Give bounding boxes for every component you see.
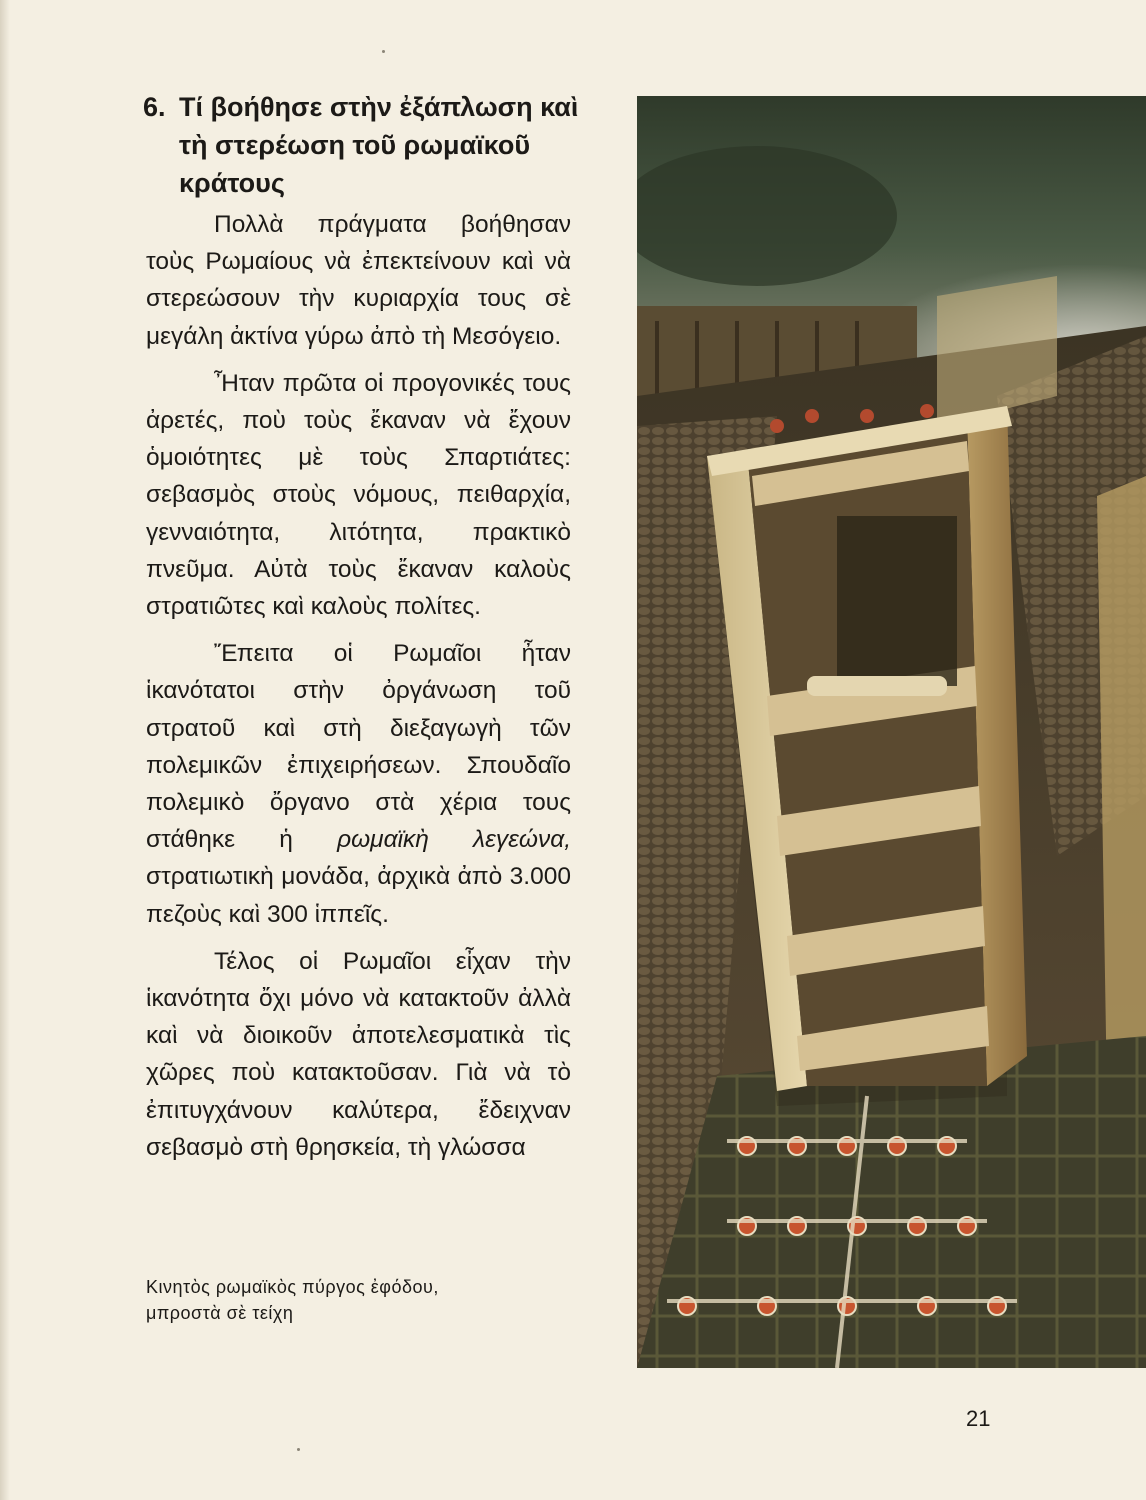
section-number: 6. xyxy=(143,92,166,122)
paper-speck xyxy=(382,50,385,53)
caption-line-1: Κινητὸς ρωμαϊκὸς πύργος ἐφόδου, xyxy=(146,1277,439,1297)
page-edge-shadow xyxy=(0,0,10,1500)
page-number: 21 xyxy=(966,1406,991,1431)
paragraph-4: Τέλος οἱ Ρωμαῖοι εἶχαν τὴν ἱκανότητα ὄχι μόνο νὰ κατακτοῦν ἀλλὰ καὶ νὰ διοικοῦν ἀποτελεσματικὰ τὶς χῶρες ποὺ κατακτοῦσαν. Γιὰ νὰ τὸ ἐπιτυγχάνουν καλύτερα, ἔδειχναν σεβασμὸ στὴ θρησκεία, τὴ γλώσσα xyxy=(146,947,571,1161)
siege-tower-illustration xyxy=(637,96,1146,1368)
legion-term: ρωμαϊκὴ λεγεώνα, xyxy=(337,826,572,854)
section-title: Τί βοήθησε στὴν ἐξάπλωση καὶ τὴ στερέωση τοῦ ρωμαϊκοῦ κράτους xyxy=(179,92,579,198)
paragraph-2: Ἦταν πρῶτα οἱ προγονικές τους ἀρετές, ποὺ τοὺς ἔκαναν νὰ ἔχουν ὁμοιότητες μὲ τοὺς Σπαρτιάτες: σεβασμὸς στοὺς νόμους, πειθαρχία, γενναιότητα, λιτότητα, πρακτικὸ πνεῦμα. Αὐτὰ τοὺς ἔκαναν καλοὺς στρατιῶτες καὶ καλοὺς πολίτες. xyxy=(146,369,571,621)
body-text xyxy=(146,206,571,1176)
siege-tower-photo xyxy=(637,96,1146,1368)
photo-caption xyxy=(146,1274,546,1326)
paragraph-3-end: στρατιωτικὴ μονάδα, ἀρχικὰ ἀπὸ 3.000 πεζοὺς καὶ 300 ἱππεῖς. xyxy=(146,863,571,928)
paragraph-3-start: Ἔπειτα οἱ Ρωμαῖοι ἦταν ἱκανότατοι στὴν ὀργάνωση τοῦ στρατοῦ καὶ στὴ διεξαγωγὴ τῶν πολεμικῶν ἐπιχειρήσεων. Σπουδαῖο πολεμικὸ ὄργανο στὰ χέρια τους στάθηκε ἡ xyxy=(146,640,571,854)
paragraph-1: Πολλὰ πράγματα βοήθησαν τοὺς Ρωμαίους νὰ ἐπεκτείνουν καὶ νὰ στερεώσουν τὴν κυριαρχία τους σὲ μεγάλη ἀκτίνα γύρω ἀπὸ τὴ Μεσόγειο. xyxy=(146,211,571,350)
paper-speck xyxy=(297,1448,300,1451)
caption-line-2: μπροστὰ σὲ τείχη xyxy=(146,1303,294,1323)
paragraph-3 xyxy=(146,635,571,933)
